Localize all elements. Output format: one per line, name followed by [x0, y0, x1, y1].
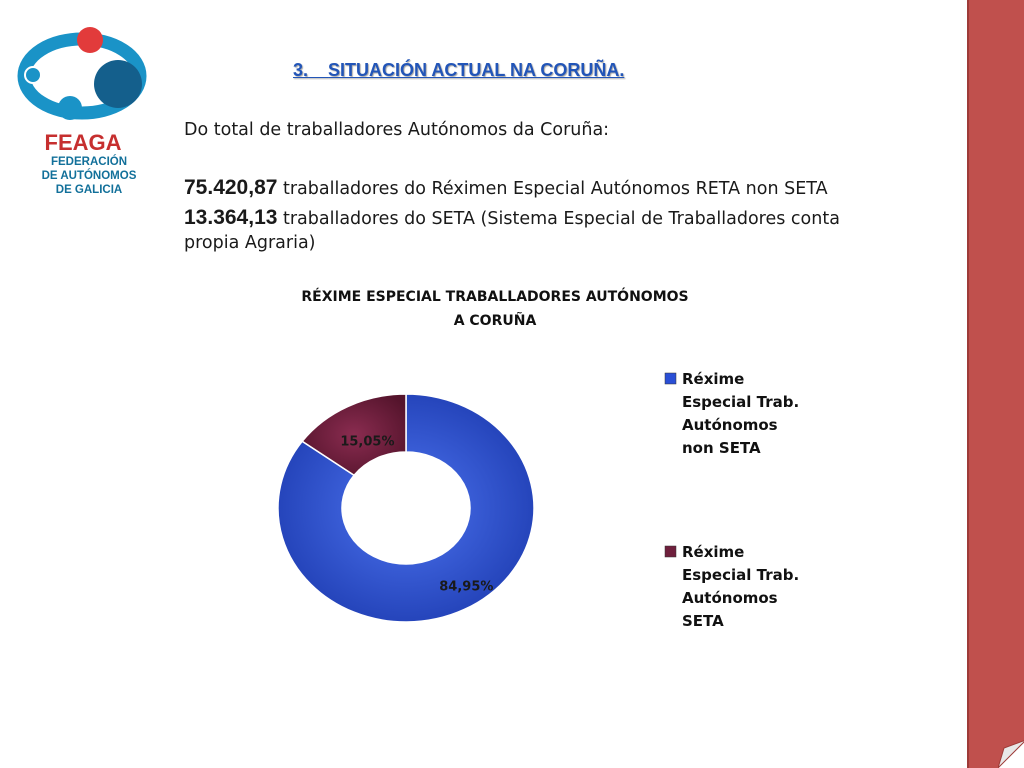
chart-title-line-2: A CORUÑA [453, 313, 537, 329]
legend-label-1-line-2: Especial Trab. [682, 393, 800, 411]
donut-chart [270, 280, 870, 660]
feaga-logo [14, 18, 164, 208]
logo-subtitle-line-1: FEDERACIÓN [50, 156, 128, 168]
chart-title-line-1: RÉXIME ESPECIAL TRABALLADORES AUTÓNOMOS [301, 289, 689, 305]
reta-line [184, 176, 828, 201]
chart-slice-label-2: 15,05% [340, 434, 395, 450]
page-fold-icon [998, 740, 1024, 768]
seta-value: 13.364,13 [184, 206, 278, 229]
section-number: 3. [293, 60, 309, 80]
seta-description: traballadores do SETA (Sistema Especial de Traballadores conta propia Agraria) [184, 209, 840, 253]
legend-swatch-1 [665, 373, 676, 384]
legend-label-2-line-4: SETA [682, 612, 724, 630]
legend-label-1-line-3: Autónomos [682, 416, 778, 434]
side-accent-bar [967, 0, 1024, 768]
seta-line [184, 206, 884, 255]
intro-text: Do total de traballadores Autónomos da Coruña: [184, 120, 610, 140]
logo-subtitle-line-3: DE GALICIA [55, 184, 123, 196]
legend-swatch-2 [665, 546, 676, 557]
page-title [293, 60, 624, 81]
legend-label-2-line-2: Especial Trab. [682, 566, 800, 584]
legend-label-2-line-3: Autónomos [682, 589, 778, 607]
section-title: SITUACIÓN ACTUAL NA CORUÑA. [328, 60, 625, 80]
logo-subtitle-line-2: DE AUTÓNOMOS [41, 170, 137, 182]
reta-value: 75.420,87 [184, 176, 278, 199]
chart-legend [665, 370, 799, 630]
feaga-logo-icon [14, 18, 164, 130]
legend-label-1-line-4: non SETA [682, 439, 761, 457]
chart-slice-label-1: 84,95% [439, 579, 494, 595]
chart-slices [278, 394, 534, 622]
reta-description: traballadores do Réximen Especial Autónomos RETA non SETA [277, 179, 828, 199]
legend-label-2-line-1: Réxime [682, 543, 745, 561]
logo-name: FEAGA [44, 130, 122, 155]
legend-label-1-line-1: Réxime [682, 370, 745, 388]
